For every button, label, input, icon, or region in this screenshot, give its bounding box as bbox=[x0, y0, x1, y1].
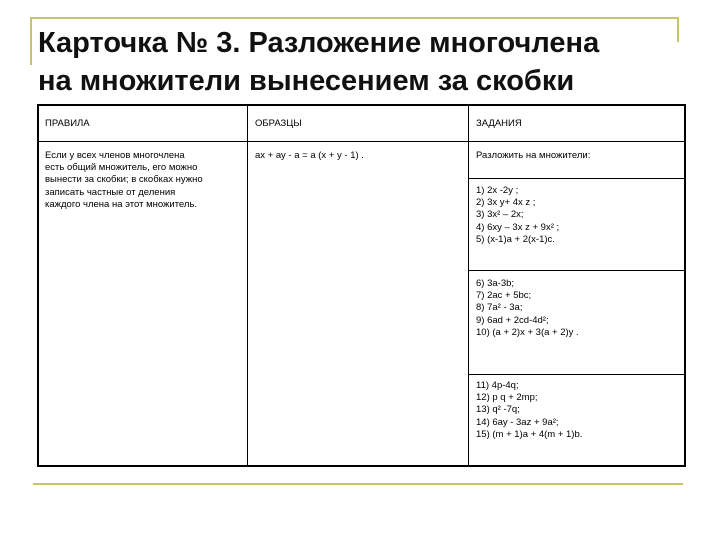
task-group-1 bbox=[476, 185, 559, 246]
task-item: 13) q² -7q; bbox=[476, 404, 520, 416]
rule-line: вынести за скобки; в скобках нужно bbox=[45, 174, 203, 186]
task-item: 2) 3х у+ 4х z ; bbox=[476, 197, 536, 209]
column-divider-1 bbox=[247, 106, 248, 465]
rule-line: есть общий множитель, его можно bbox=[45, 162, 198, 174]
task-item: 5) (х-1)а + 2(х-1)с. bbox=[476, 233, 555, 245]
rule-line: Если у всех членов многочлена bbox=[45, 150, 185, 161]
header-examples: ОБРАЗЦЫ bbox=[255, 118, 302, 129]
frame-bottom-line bbox=[33, 483, 683, 485]
task-intro: Разложить на множители: bbox=[476, 150, 591, 161]
header-rules: ПРАВИЛА bbox=[45, 118, 90, 129]
rule-line: записать частные от деления bbox=[45, 186, 176, 198]
title-line-1: Карточка № 3. Разложение многочлена bbox=[38, 27, 600, 59]
task-item: 8) 7а² - 3а; bbox=[476, 302, 523, 314]
task-item: 10) (а + 2)х + 3(а + 2)у . bbox=[476, 326, 579, 338]
column-divider-2 bbox=[468, 106, 469, 465]
task-divider-1 bbox=[468, 178, 684, 179]
task-item: 4) 6ху – 3х z + 9х² ; bbox=[476, 221, 560, 233]
example-text: ах + ау - а = а (х + у - 1) . bbox=[255, 150, 364, 161]
task-item: 9) 6аd + 2сd-4d²; bbox=[476, 314, 549, 326]
task-divider-3 bbox=[468, 374, 684, 375]
rule-text bbox=[45, 150, 203, 211]
task-item: 7) 2ас + 5bс; bbox=[476, 290, 532, 302]
header-divider bbox=[39, 141, 684, 142]
header-tasks: ЗАДАНИЯ bbox=[476, 118, 522, 129]
task-item: 1) 2х -2у ; bbox=[476, 185, 519, 196]
task-group-2 bbox=[476, 278, 579, 339]
task-item: 14) 6ау - 3аz + 9а²; bbox=[476, 416, 559, 428]
task-item: 11) 4р-4q; bbox=[476, 380, 519, 391]
rule-line: каждого члена на этот множитель. bbox=[45, 198, 198, 210]
frame-top-line bbox=[30, 17, 678, 19]
task-item: 3) 3х² – 2х; bbox=[476, 209, 524, 221]
task-group-3 bbox=[476, 380, 582, 441]
task-divider-2 bbox=[468, 270, 684, 271]
task-item: 12) р q + 2mр; bbox=[476, 392, 538, 404]
frame-left-line bbox=[30, 17, 32, 65]
card-title bbox=[38, 24, 678, 100]
card-table bbox=[37, 104, 686, 467]
title-line-2: на множители вынесением за скобки bbox=[38, 65, 575, 97]
task-item: 6) 3а-3b; bbox=[476, 278, 515, 289]
task-item: 15) (m + 1)а + 4(m + 1)b. bbox=[476, 428, 583, 440]
